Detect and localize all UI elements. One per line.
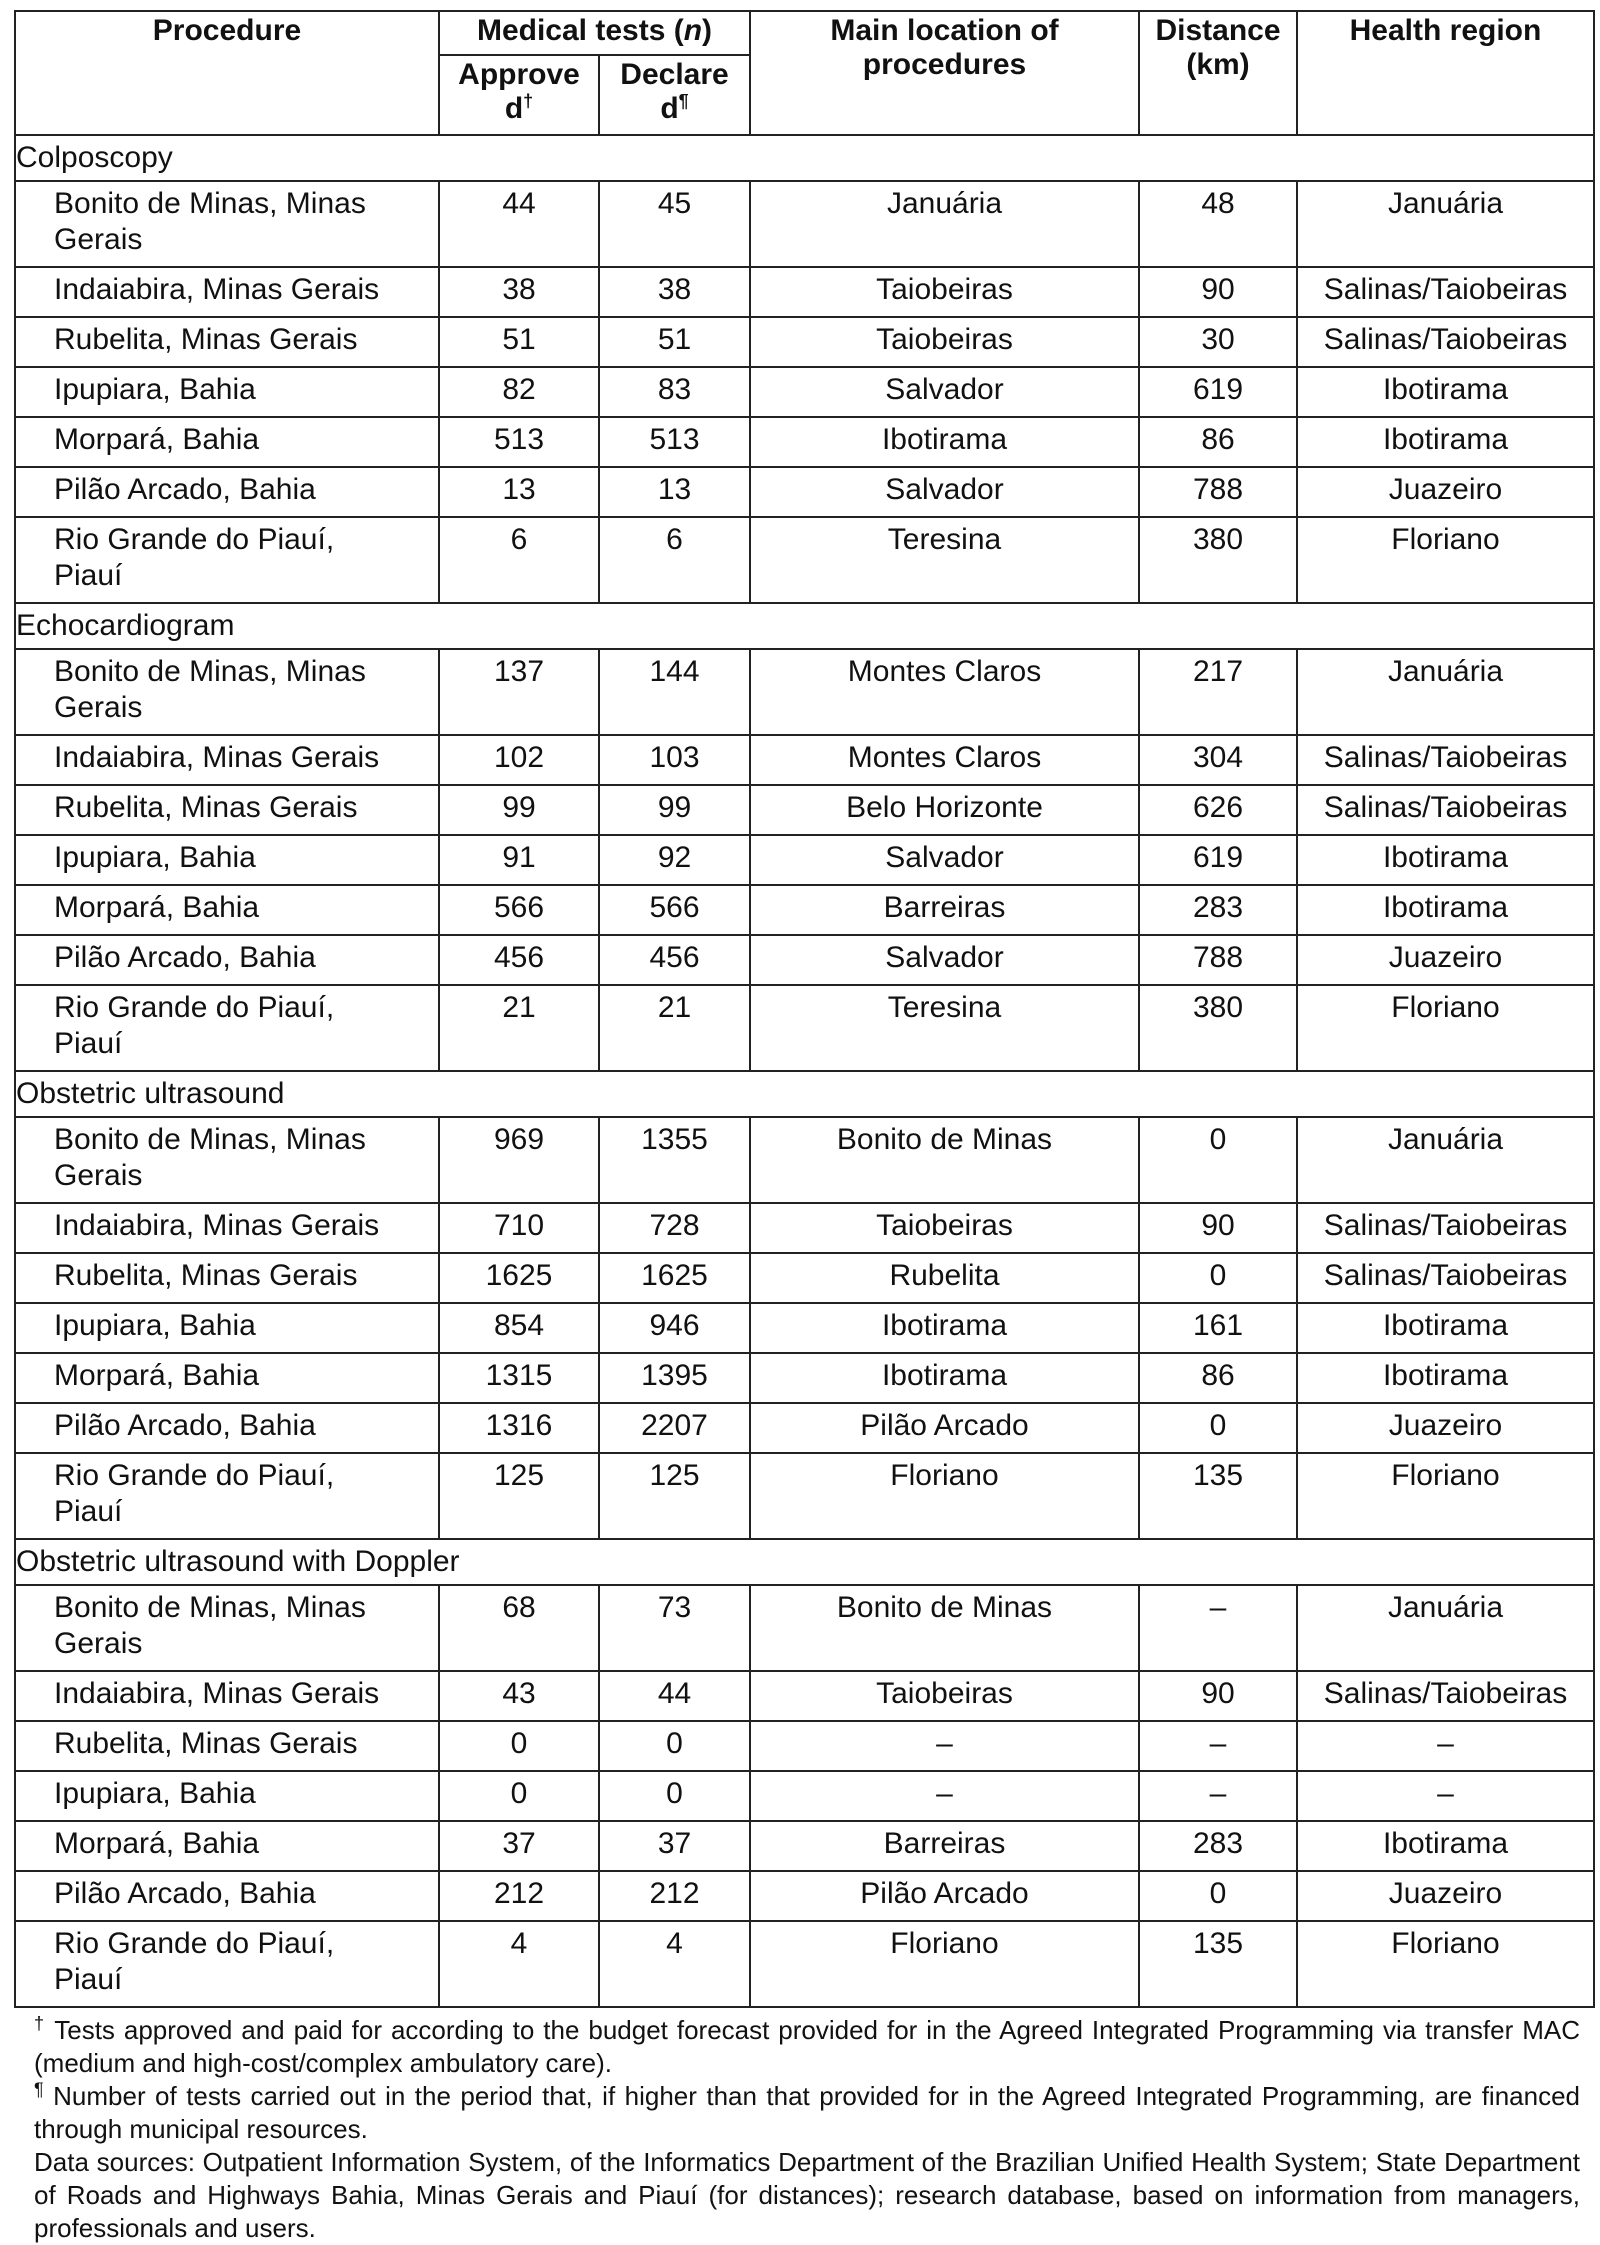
table-row bbox=[15, 649, 1594, 735]
location-cell: Salvador bbox=[750, 935, 1139, 985]
health-region-cell: Salinas/Taiobeiras bbox=[1297, 1203, 1594, 1253]
distance-cell: 90 bbox=[1139, 267, 1297, 317]
declared-cell: 1355 bbox=[599, 1117, 750, 1203]
table-row bbox=[15, 1921, 1594, 2007]
distance-cell: 0 bbox=[1139, 1253, 1297, 1303]
distance-cell: 0 bbox=[1139, 1871, 1297, 1921]
municipality-cell: Pilão Arcado, Bahia bbox=[15, 467, 439, 517]
table-row bbox=[15, 417, 1594, 467]
municipality-cell: Indaiabira, Minas Gerais bbox=[15, 267, 439, 317]
municipality-cell: Rio Grande do Piauí, Piauí bbox=[15, 1921, 439, 2007]
approved-cell: 0 bbox=[439, 1771, 599, 1821]
table-row bbox=[15, 1403, 1594, 1453]
distance-cell: 86 bbox=[1139, 417, 1297, 467]
declared-cell: 212 bbox=[599, 1871, 750, 1921]
location-cell: Taiobeiras bbox=[750, 1203, 1139, 1253]
health-region-cell: Juazeiro bbox=[1297, 1871, 1594, 1921]
declared-cell: 92 bbox=[599, 835, 750, 885]
declared-cell: 0 bbox=[599, 1721, 750, 1771]
distance-cell: 0 bbox=[1139, 1403, 1297, 1453]
declared-cell: 513 bbox=[599, 417, 750, 467]
table-row bbox=[15, 181, 1594, 267]
approved-cell: 21 bbox=[439, 985, 599, 1071]
location-cell: Floriano bbox=[750, 1453, 1139, 1539]
declared-cell: 728 bbox=[599, 1203, 750, 1253]
municipality-cell: Indaiabira, Minas Gerais bbox=[15, 1203, 439, 1253]
location-cell: Floriano bbox=[750, 1921, 1139, 2007]
declared-cell: 566 bbox=[599, 885, 750, 935]
municipality-cell: Rubelita, Minas Gerais bbox=[15, 1253, 439, 1303]
procedures-table bbox=[14, 10, 1595, 2008]
distance-cell: 90 bbox=[1139, 1203, 1297, 1253]
location-cell: Salvador bbox=[750, 835, 1139, 885]
location-cell: Januária bbox=[750, 181, 1139, 267]
health-region-cell: Ibotirama bbox=[1297, 1353, 1594, 1403]
distance-cell: – bbox=[1139, 1771, 1297, 1821]
location-cell: Bonito de Minas bbox=[750, 1117, 1139, 1203]
distance-cell: 283 bbox=[1139, 1821, 1297, 1871]
health-region-cell: Ibotirama bbox=[1297, 885, 1594, 935]
declared-cell: 103 bbox=[599, 735, 750, 785]
location-cell: Montes Claros bbox=[750, 649, 1139, 735]
approved-cell: 99 bbox=[439, 785, 599, 835]
header-health-region: Health region bbox=[1297, 11, 1594, 135]
municipality-cell: Bonito de Minas, Minas Gerais bbox=[15, 181, 439, 267]
municipality-cell: Bonito de Minas, Minas Gerais bbox=[15, 649, 439, 735]
municipality-cell: Rio Grande do Piauí, Piauí bbox=[15, 517, 439, 603]
health-region-cell: Juazeiro bbox=[1297, 467, 1594, 517]
table-container bbox=[14, 10, 1594, 2245]
location-cell: Taiobeiras bbox=[750, 267, 1139, 317]
table-row bbox=[15, 1117, 1594, 1203]
health-region-cell: Floriano bbox=[1297, 985, 1594, 1071]
distance-cell: 619 bbox=[1139, 835, 1297, 885]
distance-cell: 161 bbox=[1139, 1303, 1297, 1353]
location-cell: Belo Horizonte bbox=[750, 785, 1139, 835]
declared-cell: 946 bbox=[599, 1303, 750, 1353]
table-row bbox=[15, 885, 1594, 935]
table-row bbox=[15, 735, 1594, 785]
table-row bbox=[15, 835, 1594, 885]
approved-cell: 1316 bbox=[439, 1403, 599, 1453]
location-cell: Montes Claros bbox=[750, 735, 1139, 785]
declared-cell: 83 bbox=[599, 367, 750, 417]
table-row bbox=[15, 1671, 1594, 1721]
section-title: Colposcopy bbox=[15, 135, 1594, 181]
approved-cell: 0 bbox=[439, 1721, 599, 1771]
header-procedure: Procedure bbox=[15, 11, 439, 135]
table-footnotes bbox=[14, 2014, 1594, 2245]
approved-cell: 710 bbox=[439, 1203, 599, 1253]
location-cell: Pilão Arcado bbox=[750, 1871, 1139, 1921]
distance-cell: 86 bbox=[1139, 1353, 1297, 1403]
table-row bbox=[15, 1585, 1594, 1671]
section-row bbox=[15, 135, 1594, 181]
table-row bbox=[15, 517, 1594, 603]
health-region-cell: Floriano bbox=[1297, 517, 1594, 603]
distance-cell: 135 bbox=[1139, 1453, 1297, 1539]
location-cell: Taiobeiras bbox=[750, 317, 1139, 367]
health-region-cell: Ibotirama bbox=[1297, 1303, 1594, 1353]
location-cell: Ibotirama bbox=[750, 1303, 1139, 1353]
section-title: Obstetric ultrasound bbox=[15, 1071, 1594, 1117]
distance-cell: – bbox=[1139, 1585, 1297, 1671]
declared-cell: 6 bbox=[599, 517, 750, 603]
approved-cell: 51 bbox=[439, 317, 599, 367]
approved-cell: 456 bbox=[439, 935, 599, 985]
declared-cell: 125 bbox=[599, 1453, 750, 1539]
approved-cell: 68 bbox=[439, 1585, 599, 1671]
section-title: Echocardiogram bbox=[15, 603, 1594, 649]
table-row bbox=[15, 1353, 1594, 1403]
declared-cell: 1395 bbox=[599, 1353, 750, 1403]
approved-cell: 43 bbox=[439, 1671, 599, 1721]
distance-cell: 283 bbox=[1139, 885, 1297, 935]
header-approved: Approve d† bbox=[439, 55, 599, 135]
municipality-cell: Indaiabira, Minas Gerais bbox=[15, 1671, 439, 1721]
declared-cell: 38 bbox=[599, 267, 750, 317]
header-declared: Declare d¶ bbox=[599, 55, 750, 135]
approved-cell: 4 bbox=[439, 1921, 599, 2007]
table-row bbox=[15, 985, 1594, 1071]
distance-cell: – bbox=[1139, 1721, 1297, 1771]
distance-cell: 135 bbox=[1139, 1921, 1297, 2007]
municipality-cell: Ipupiara, Bahia bbox=[15, 835, 439, 885]
location-cell: Salvador bbox=[750, 467, 1139, 517]
table-row bbox=[15, 267, 1594, 317]
declared-cell: 0 bbox=[599, 1771, 750, 1821]
header-distance: Distance (km) bbox=[1139, 11, 1297, 135]
health-region-cell: Salinas/Taiobeiras bbox=[1297, 267, 1594, 317]
health-region-cell: Januária bbox=[1297, 1117, 1594, 1203]
approved-cell: 1315 bbox=[439, 1353, 599, 1403]
declared-cell: 99 bbox=[599, 785, 750, 835]
location-cell: Barreiras bbox=[750, 885, 1139, 935]
footnote-data-sources: Data sources: Outpatient Information System, of the Informatics Department of the Brazilian Unified Health System; State Department of Roads and Highways Bahia, Minas Gerais and Piauí (for distances); research database, based on information from managers, professionals and users. bbox=[34, 2147, 1580, 2243]
table-row bbox=[15, 1453, 1594, 1539]
distance-cell: 217 bbox=[1139, 649, 1297, 735]
distance-cell: 788 bbox=[1139, 467, 1297, 517]
declared-cell: 456 bbox=[599, 935, 750, 985]
health-region-cell: Ibotirama bbox=[1297, 835, 1594, 885]
table-row bbox=[15, 467, 1594, 517]
footnote-declared: ¶ Number of tests carried out in the period that, if higher than that provided for in the Agreed Integrated Programming, are financed through municipal resources. bbox=[34, 2079, 1580, 2144]
health-region-cell: Januária bbox=[1297, 181, 1594, 267]
table-row bbox=[15, 785, 1594, 835]
declared-cell: 45 bbox=[599, 181, 750, 267]
table-row bbox=[15, 1721, 1594, 1771]
health-region-cell: Salinas/Taiobeiras bbox=[1297, 1253, 1594, 1303]
municipality-cell: Bonito de Minas, Minas Gerais bbox=[15, 1585, 439, 1671]
health-region-cell: Salinas/Taiobeiras bbox=[1297, 735, 1594, 785]
distance-cell: 380 bbox=[1139, 985, 1297, 1071]
declared-cell: 2207 bbox=[599, 1403, 750, 1453]
municipality-cell: Pilão Arcado, Bahia bbox=[15, 1871, 439, 1921]
municipality-cell: Bonito de Minas, Minas Gerais bbox=[15, 1117, 439, 1203]
health-region-cell: Salinas/Taiobeiras bbox=[1297, 785, 1594, 835]
municipality-cell: Ipupiara, Bahia bbox=[15, 367, 439, 417]
header-medical-tests: Medical tests (n) bbox=[439, 11, 750, 55]
location-cell: Rubelita bbox=[750, 1253, 1139, 1303]
table-row bbox=[15, 367, 1594, 417]
table-row bbox=[15, 317, 1594, 367]
distance-cell: 626 bbox=[1139, 785, 1297, 835]
approved-cell: 137 bbox=[439, 649, 599, 735]
distance-cell: 48 bbox=[1139, 181, 1297, 267]
location-cell: Pilão Arcado bbox=[750, 1403, 1139, 1453]
municipality-cell: Pilão Arcado, Bahia bbox=[15, 935, 439, 985]
declared-cell: 37 bbox=[599, 1821, 750, 1871]
approved-cell: 566 bbox=[439, 885, 599, 935]
municipality-cell: Rubelita, Minas Gerais bbox=[15, 785, 439, 835]
location-cell: Salvador bbox=[750, 367, 1139, 417]
municipality-cell: Rio Grande do Piauí, Piauí bbox=[15, 1453, 439, 1539]
declared-cell: 1625 bbox=[599, 1253, 750, 1303]
approved-cell: 82 bbox=[439, 367, 599, 417]
table-row bbox=[15, 1303, 1594, 1353]
table-row bbox=[15, 1203, 1594, 1253]
approved-cell: 513 bbox=[439, 417, 599, 467]
location-cell: Ibotirama bbox=[750, 417, 1139, 467]
health-region-cell: Januária bbox=[1297, 649, 1594, 735]
distance-cell: 30 bbox=[1139, 317, 1297, 367]
approved-cell: 38 bbox=[439, 267, 599, 317]
location-cell: – bbox=[750, 1771, 1139, 1821]
section-row bbox=[15, 1071, 1594, 1117]
location-cell: Taiobeiras bbox=[750, 1671, 1139, 1721]
distance-cell: 380 bbox=[1139, 517, 1297, 603]
location-cell: Teresina bbox=[750, 985, 1139, 1071]
distance-cell: 304 bbox=[1139, 735, 1297, 785]
municipality-cell: Ipupiara, Bahia bbox=[15, 1303, 439, 1353]
municipality-cell: Morpará, Bahia bbox=[15, 1353, 439, 1403]
section-row bbox=[15, 603, 1594, 649]
municipality-cell: Rubelita, Minas Gerais bbox=[15, 1721, 439, 1771]
approved-cell: 13 bbox=[439, 467, 599, 517]
health-region-cell: – bbox=[1297, 1771, 1594, 1821]
municipality-cell: Morpará, Bahia bbox=[15, 885, 439, 935]
section-title: Obstetric ultrasound with Doppler bbox=[15, 1539, 1594, 1585]
municipality-cell: Pilão Arcado, Bahia bbox=[15, 1403, 439, 1453]
section-row bbox=[15, 1539, 1594, 1585]
municipality-cell: Ipupiara, Bahia bbox=[15, 1771, 439, 1821]
table-row bbox=[15, 1253, 1594, 1303]
declared-cell: 144 bbox=[599, 649, 750, 735]
distance-cell: 90 bbox=[1139, 1671, 1297, 1721]
approved-cell: 37 bbox=[439, 1821, 599, 1871]
approved-cell: 125 bbox=[439, 1453, 599, 1539]
approved-cell: 102 bbox=[439, 735, 599, 785]
location-cell: Barreiras bbox=[750, 1821, 1139, 1871]
municipality-cell: Rubelita, Minas Gerais bbox=[15, 317, 439, 367]
distance-cell: 788 bbox=[1139, 935, 1297, 985]
municipality-cell: Indaiabira, Minas Gerais bbox=[15, 735, 439, 785]
footnote-approved: † Tests approved and paid for according to the budget forecast provided for in the Agreed Integrated Programming via transfer MAC (medium and high-cost/complex ambulatory care). bbox=[34, 2013, 1580, 2078]
health-region-cell: Salinas/Taiobeiras bbox=[1297, 317, 1594, 367]
approved-cell: 1625 bbox=[439, 1253, 599, 1303]
table-row bbox=[15, 935, 1594, 985]
declared-cell: 21 bbox=[599, 985, 750, 1071]
approved-cell: 91 bbox=[439, 835, 599, 885]
approved-cell: 44 bbox=[439, 181, 599, 267]
table-row bbox=[15, 1771, 1594, 1821]
declared-cell: 51 bbox=[599, 317, 750, 367]
health-region-cell: Juazeiro bbox=[1297, 1403, 1594, 1453]
approved-cell: 854 bbox=[439, 1303, 599, 1353]
approved-cell: 969 bbox=[439, 1117, 599, 1203]
health-region-cell: Januária bbox=[1297, 1585, 1594, 1671]
approved-cell: 6 bbox=[439, 517, 599, 603]
health-region-cell: Juazeiro bbox=[1297, 935, 1594, 985]
distance-cell: 0 bbox=[1139, 1117, 1297, 1203]
location-cell: Teresina bbox=[750, 517, 1139, 603]
location-cell: – bbox=[750, 1721, 1139, 1771]
health-region-cell: Floriano bbox=[1297, 1921, 1594, 2007]
declared-cell: 4 bbox=[599, 1921, 750, 2007]
health-region-cell: Floriano bbox=[1297, 1453, 1594, 1539]
health-region-cell: – bbox=[1297, 1721, 1594, 1771]
municipality-cell: Rio Grande do Piauí, Piauí bbox=[15, 985, 439, 1071]
location-cell: Ibotirama bbox=[750, 1353, 1139, 1403]
municipality-cell: Morpará, Bahia bbox=[15, 1821, 439, 1871]
table-body bbox=[15, 135, 1594, 2007]
declared-cell: 73 bbox=[599, 1585, 750, 1671]
declared-cell: 44 bbox=[599, 1671, 750, 1721]
approved-cell: 212 bbox=[439, 1871, 599, 1921]
table-row bbox=[15, 1821, 1594, 1871]
declared-cell: 13 bbox=[599, 467, 750, 517]
health-region-cell: Salinas/Taiobeiras bbox=[1297, 1671, 1594, 1721]
health-region-cell: Ibotirama bbox=[1297, 1821, 1594, 1871]
health-region-cell: Ibotirama bbox=[1297, 367, 1594, 417]
header-main-location: Main location of procedures bbox=[750, 11, 1139, 135]
location-cell: Bonito de Minas bbox=[750, 1585, 1139, 1671]
table-row bbox=[15, 1871, 1594, 1921]
distance-cell: 619 bbox=[1139, 367, 1297, 417]
municipality-cell: Morpará, Bahia bbox=[15, 417, 439, 467]
health-region-cell: Ibotirama bbox=[1297, 417, 1594, 467]
